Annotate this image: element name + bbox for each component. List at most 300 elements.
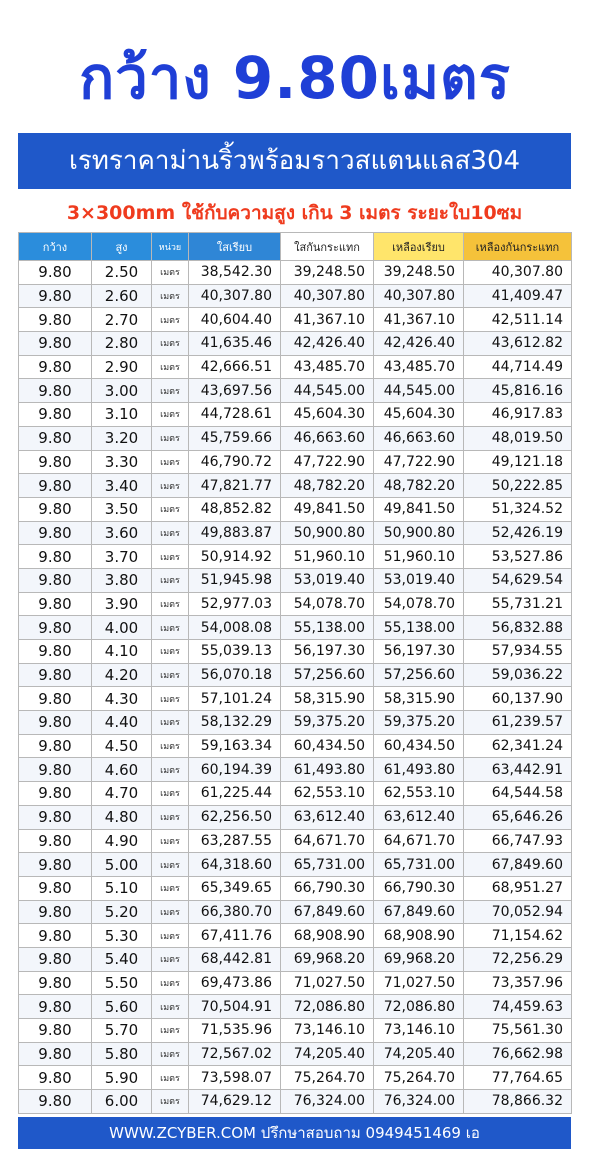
cell-clear-smooth: 58,132.29 [189, 711, 281, 735]
cell-unit: เมตร [152, 284, 189, 308]
cell-width: 9.80 [19, 568, 92, 592]
cell-clear-insect: 46,663.60 [281, 426, 374, 450]
table-row [19, 616, 572, 640]
cell-height: 4.30 [92, 687, 152, 711]
table-row [19, 924, 572, 948]
cell-yellow-smooth: 65,731.00 [374, 853, 464, 877]
cell-width: 9.80 [19, 805, 92, 829]
table-row [19, 758, 572, 782]
table-row [19, 403, 572, 427]
table-row [19, 521, 572, 545]
cell-clear-smooth: 47,821.77 [189, 474, 281, 498]
cell-yellow-smooth: 54,078.70 [374, 592, 464, 616]
cell-yellow-smooth: 47,722.90 [374, 450, 464, 474]
cell-height: 5.60 [92, 995, 152, 1019]
cell-clear-smooth: 57,101.24 [189, 687, 281, 711]
table-row [19, 426, 572, 450]
cell-width: 9.80 [19, 640, 92, 664]
cell-yellow-insect: 75,561.30 [464, 1019, 572, 1043]
cell-clear-insect: 65,731.00 [281, 853, 374, 877]
cell-yellow-insect: 71,154.62 [464, 924, 572, 948]
cell-width: 9.80 [19, 450, 92, 474]
cell-unit: เมตร [152, 711, 189, 735]
cell-yellow-insect: 56,832.88 [464, 616, 572, 640]
cell-height: 3.90 [92, 592, 152, 616]
cell-height: 4.10 [92, 640, 152, 664]
header-clear-smooth: ใสเรียบ [189, 233, 281, 261]
cell-clear-smooth: 41,635.46 [189, 332, 281, 356]
cell-yellow-smooth: 76,324.00 [374, 1090, 464, 1114]
cell-width: 9.80 [19, 308, 92, 332]
cell-clear-smooth: 46,790.72 [189, 450, 281, 474]
cell-unit: เมตร [152, 616, 189, 640]
cell-yellow-smooth: 39,248.50 [374, 261, 464, 285]
cell-clear-insect: 63,612.40 [281, 805, 374, 829]
table-row [19, 853, 572, 877]
table-row [19, 900, 572, 924]
cell-clear-smooth: 71,535.96 [189, 1019, 281, 1043]
cell-yellow-smooth: 74,205.40 [374, 1042, 464, 1066]
cell-width: 9.80 [19, 474, 92, 498]
cell-unit: เมตร [152, 568, 189, 592]
cell-clear-smooth: 63,287.55 [189, 829, 281, 853]
cell-yellow-insect: 59,036.22 [464, 663, 572, 687]
cell-clear-smooth: 50,914.92 [189, 545, 281, 569]
cell-clear-insect: 41,367.10 [281, 308, 374, 332]
cell-clear-insect: 43,485.70 [281, 355, 374, 379]
cell-unit: เมตร [152, 1019, 189, 1043]
table-row [19, 640, 572, 664]
cell-height: 4.00 [92, 616, 152, 640]
cell-yellow-smooth: 69,968.20 [374, 947, 464, 971]
cell-yellow-insect: 63,442.91 [464, 758, 572, 782]
cell-unit: เมตร [152, 403, 189, 427]
cell-clear-smooth: 60,194.39 [189, 758, 281, 782]
cell-unit: เมตร [152, 924, 189, 948]
table-row [19, 474, 572, 498]
cell-clear-insect: 67,849.60 [281, 900, 374, 924]
cell-unit: เมตร [152, 758, 189, 782]
cell-yellow-insect: 62,341.24 [464, 734, 572, 758]
cell-clear-insect: 45,604.30 [281, 403, 374, 427]
header-clear-insect: ใสกันกระแทก [281, 233, 374, 261]
cell-clear-insect: 47,722.90 [281, 450, 374, 474]
cell-clear-insect: 59,375.20 [281, 711, 374, 735]
cell-clear-smooth: 65,349.65 [189, 876, 281, 900]
cell-unit: เมตร [152, 876, 189, 900]
cell-unit: เมตร [152, 947, 189, 971]
cell-clear-smooth: 68,442.81 [189, 947, 281, 971]
cell-clear-insect: 76,324.00 [281, 1090, 374, 1114]
table-row [19, 1090, 572, 1114]
cell-height: 4.40 [92, 711, 152, 735]
cell-unit: เมตร [152, 1042, 189, 1066]
cell-width: 9.80 [19, 403, 92, 427]
cell-height: 3.70 [92, 545, 152, 569]
cell-clear-insect: 68,908.90 [281, 924, 374, 948]
table-body [19, 261, 572, 1114]
cell-yellow-insect: 74,459.63 [464, 995, 572, 1019]
cell-width: 9.80 [19, 758, 92, 782]
table-row [19, 876, 572, 900]
cell-unit: เมตร [152, 521, 189, 545]
table-header [19, 233, 572, 261]
cell-yellow-insect: 76,662.98 [464, 1042, 572, 1066]
cell-width: 9.80 [19, 1090, 92, 1114]
table-row [19, 971, 572, 995]
cell-unit: เมตร [152, 474, 189, 498]
header-width: กว้าง [19, 233, 92, 261]
cell-clear-smooth: 69,473.86 [189, 971, 281, 995]
cell-yellow-smooth: 56,197.30 [374, 640, 464, 664]
cell-width: 9.80 [19, 876, 92, 900]
cell-yellow-insect: 51,324.52 [464, 497, 572, 521]
cell-width: 9.80 [19, 545, 92, 569]
table-row [19, 450, 572, 474]
cell-width: 9.80 [19, 687, 92, 711]
cell-unit: เมตร [152, 971, 189, 995]
cell-height: 3.10 [92, 403, 152, 427]
cell-yellow-smooth: 59,375.20 [374, 711, 464, 735]
cell-yellow-smooth: 60,434.50 [374, 734, 464, 758]
table-row [19, 308, 572, 332]
cell-unit: เมตร [152, 687, 189, 711]
cell-yellow-insect: 42,511.14 [464, 308, 572, 332]
cell-yellow-smooth: 72,086.80 [374, 995, 464, 1019]
cell-clear-smooth: 49,883.87 [189, 521, 281, 545]
table-row [19, 687, 572, 711]
cell-height: 3.50 [92, 497, 152, 521]
table-row [19, 829, 572, 853]
cell-yellow-insect: 41,409.47 [464, 284, 572, 308]
cell-yellow-smooth: 50,900.80 [374, 521, 464, 545]
cell-unit: เมตร [152, 1090, 189, 1114]
cell-height: 5.50 [92, 971, 152, 995]
cell-yellow-insect: 64,544.58 [464, 782, 572, 806]
table-row [19, 1066, 572, 1090]
cell-height: 4.90 [92, 829, 152, 853]
cell-yellow-insect: 49,121.18 [464, 450, 572, 474]
cell-width: 9.80 [19, 995, 92, 1019]
table-row [19, 379, 572, 403]
table-row [19, 995, 572, 1019]
cell-yellow-smooth: 55,138.00 [374, 616, 464, 640]
header-height: สูง [92, 233, 152, 261]
table-row [19, 663, 572, 687]
cell-clear-smooth: 56,070.18 [189, 663, 281, 687]
cell-clear-insect: 66,790.30 [281, 876, 374, 900]
cell-yellow-insect: 53,527.86 [464, 545, 572, 569]
cell-clear-smooth: 55,039.13 [189, 640, 281, 664]
table-row [19, 947, 572, 971]
cell-clear-insect: 57,256.60 [281, 663, 374, 687]
cell-clear-insect: 56,197.30 [281, 640, 374, 664]
table-row [19, 284, 572, 308]
cell-yellow-smooth: 75,264.70 [374, 1066, 464, 1090]
cell-clear-smooth: 52,977.03 [189, 592, 281, 616]
cell-clear-smooth: 66,380.70 [189, 900, 281, 924]
cell-yellow-insect: 65,646.26 [464, 805, 572, 829]
cell-width: 9.80 [19, 379, 92, 403]
cell-height: 3.30 [92, 450, 152, 474]
cell-height: 3.60 [92, 521, 152, 545]
table-row [19, 568, 572, 592]
cell-yellow-smooth: 64,671.70 [374, 829, 464, 853]
table-row [19, 805, 572, 829]
cell-clear-smooth: 40,307.80 [189, 284, 281, 308]
cell-clear-smooth: 40,604.40 [189, 308, 281, 332]
cell-yellow-smooth: 57,256.60 [374, 663, 464, 687]
cell-clear-smooth: 43,697.56 [189, 379, 281, 403]
table-row [19, 355, 572, 379]
cell-yellow-smooth: 40,307.80 [374, 284, 464, 308]
cell-clear-insect: 61,493.80 [281, 758, 374, 782]
cell-clear-insect: 74,205.40 [281, 1042, 374, 1066]
cell-width: 9.80 [19, 900, 92, 924]
cell-unit: เมตร [152, 332, 189, 356]
cell-yellow-smooth: 68,908.90 [374, 924, 464, 948]
cell-height: 2.70 [92, 308, 152, 332]
cell-unit: เมตร [152, 426, 189, 450]
cell-unit: เมตร [152, 734, 189, 758]
cell-unit: เมตร [152, 900, 189, 924]
cell-height: 2.50 [92, 261, 152, 285]
cell-yellow-insect: 45,816.16 [464, 379, 572, 403]
cell-clear-smooth: 61,225.44 [189, 782, 281, 806]
cell-height: 4.50 [92, 734, 152, 758]
table-row [19, 1019, 572, 1043]
cell-yellow-insect: 60,137.90 [464, 687, 572, 711]
cell-clear-smooth: 59,163.34 [189, 734, 281, 758]
cell-unit: เมตร [152, 805, 189, 829]
cell-width: 9.80 [19, 1042, 92, 1066]
cell-yellow-insect: 78,866.32 [464, 1090, 572, 1114]
cell-yellow-insect: 57,934.55 [464, 640, 572, 664]
page-title: กว้าง 9.80เมตร [79, 44, 511, 112]
header-yellow-smooth: เหลืองเรียบ [374, 233, 464, 261]
table-row [19, 545, 572, 569]
cell-yellow-insect: 48,019.50 [464, 426, 572, 450]
cell-yellow-smooth: 42,426.40 [374, 332, 464, 356]
cell-width: 9.80 [19, 711, 92, 735]
cell-yellow-smooth: 67,849.60 [374, 900, 464, 924]
cell-unit: เมตร [152, 545, 189, 569]
cell-unit: เมตร [152, 640, 189, 664]
cell-height: 5.30 [92, 924, 152, 948]
cell-clear-smooth: 42,666.51 [189, 355, 281, 379]
price-table [18, 232, 572, 1114]
cell-height: 3.00 [92, 379, 152, 403]
cell-yellow-insect: 61,239.57 [464, 711, 572, 735]
cell-unit: เมตร [152, 308, 189, 332]
cell-clear-insect: 51,960.10 [281, 545, 374, 569]
cell-unit: เมตร [152, 1066, 189, 1090]
cell-clear-insect: 64,671.70 [281, 829, 374, 853]
cell-height: 5.70 [92, 1019, 152, 1043]
cell-unit: เมตร [152, 663, 189, 687]
cell-width: 9.80 [19, 971, 92, 995]
cell-yellow-insect: 73,357.96 [464, 971, 572, 995]
cell-height: 5.20 [92, 900, 152, 924]
cell-yellow-smooth: 61,493.80 [374, 758, 464, 782]
cell-yellow-insect: 72,256.29 [464, 947, 572, 971]
cell-unit: เมตร [152, 450, 189, 474]
cell-clear-insect: 62,553.10 [281, 782, 374, 806]
cell-yellow-smooth: 43,485.70 [374, 355, 464, 379]
cell-clear-insect: 71,027.50 [281, 971, 374, 995]
cell-yellow-insect: 54,629.54 [464, 568, 572, 592]
cell-clear-smooth: 51,945.98 [189, 568, 281, 592]
cell-clear-smooth: 64,318.60 [189, 853, 281, 877]
cell-clear-insect: 48,782.20 [281, 474, 374, 498]
cell-clear-insect: 40,307.80 [281, 284, 374, 308]
cell-clear-insect: 39,248.50 [281, 261, 374, 285]
table-row [19, 734, 572, 758]
cell-height: 5.80 [92, 1042, 152, 1066]
table-row [19, 332, 572, 356]
cell-height: 2.60 [92, 284, 152, 308]
cell-yellow-smooth: 48,782.20 [374, 474, 464, 498]
cell-unit: เมตร [152, 261, 189, 285]
cell-height: 4.20 [92, 663, 152, 687]
cell-unit: เมตร [152, 995, 189, 1019]
cell-clear-insect: 54,078.70 [281, 592, 374, 616]
spec-subtitle: 3×300mm ใช้กับความสูง เกิน 3 เมตร ระยะใบ10ซม [66, 202, 523, 224]
cell-width: 9.80 [19, 663, 92, 687]
cell-clear-insect: 60,434.50 [281, 734, 374, 758]
cell-width: 9.80 [19, 426, 92, 450]
cell-unit: เมตร [152, 592, 189, 616]
cell-yellow-insect: 44,714.49 [464, 355, 572, 379]
table-row [19, 1042, 572, 1066]
cell-width: 9.80 [19, 284, 92, 308]
cell-clear-smooth: 38,542.30 [189, 261, 281, 285]
cell-yellow-smooth: 49,841.50 [374, 497, 464, 521]
cell-yellow-insect: 52,426.19 [464, 521, 572, 545]
cell-clear-insect: 53,019.40 [281, 568, 374, 592]
table-row [19, 497, 572, 521]
cell-yellow-smooth: 58,315.90 [374, 687, 464, 711]
cell-yellow-insect: 46,917.83 [464, 403, 572, 427]
table-row [19, 592, 572, 616]
cell-height: 3.20 [92, 426, 152, 450]
cell-width: 9.80 [19, 734, 92, 758]
cell-height: 5.90 [92, 1066, 152, 1090]
cell-yellow-smooth: 71,027.50 [374, 971, 464, 995]
cell-yellow-insect: 55,731.21 [464, 592, 572, 616]
cell-unit: เมตร [152, 355, 189, 379]
cell-height: 4.80 [92, 805, 152, 829]
table-row [19, 711, 572, 735]
cell-height: 2.90 [92, 355, 152, 379]
cell-clear-insect: 73,146.10 [281, 1019, 374, 1043]
cell-width: 9.80 [19, 616, 92, 640]
cell-yellow-smooth: 62,553.10 [374, 782, 464, 806]
cell-yellow-smooth: 73,146.10 [374, 1019, 464, 1043]
cell-clear-smooth: 67,411.76 [189, 924, 281, 948]
cell-width: 9.80 [19, 924, 92, 948]
cell-width: 9.80 [19, 1019, 92, 1043]
table-row [19, 782, 572, 806]
cell-clear-smooth: 44,728.61 [189, 403, 281, 427]
cell-yellow-insect: 40,307.80 [464, 261, 572, 285]
cell-clear-smooth: 54,008.08 [189, 616, 281, 640]
cell-yellow-smooth: 45,604.30 [374, 403, 464, 427]
cell-clear-insect: 58,315.90 [281, 687, 374, 711]
cell-yellow-smooth: 63,612.40 [374, 805, 464, 829]
cell-yellow-insect: 50,222.85 [464, 474, 572, 498]
cell-width: 9.80 [19, 332, 92, 356]
cell-unit: เมตร [152, 782, 189, 806]
cell-yellow-smooth: 44,545.00 [374, 379, 464, 403]
cell-height: 5.00 [92, 853, 152, 877]
cell-width: 9.80 [19, 592, 92, 616]
cell-height: 3.80 [92, 568, 152, 592]
cell-clear-smooth: 48,852.82 [189, 497, 281, 521]
cell-clear-smooth: 72,567.02 [189, 1042, 281, 1066]
cell-unit: เมตร [152, 497, 189, 521]
cell-clear-smooth: 62,256.50 [189, 805, 281, 829]
cell-height: 5.10 [92, 876, 152, 900]
contact-footer: WWW.ZCYBER.COM ปรึกษาสอบถาม 0949451469 เอ [18, 1117, 571, 1149]
cell-yellow-insect: 77,764.65 [464, 1066, 572, 1090]
header-yellow-insect: เหลืองกันกระแทก [464, 233, 572, 261]
cell-clear-smooth: 45,759.66 [189, 426, 281, 450]
cell-height: 2.80 [92, 332, 152, 356]
cell-width: 9.80 [19, 829, 92, 853]
cell-height: 6.00 [92, 1090, 152, 1114]
price-banner: เรทราคาม่านริ้วพร้อมราวสแตนแลส304 [18, 133, 571, 189]
cell-yellow-smooth: 41,367.10 [374, 308, 464, 332]
cell-width: 9.80 [19, 947, 92, 971]
cell-height: 4.70 [92, 782, 152, 806]
table-row [19, 261, 572, 285]
cell-clear-insect: 44,545.00 [281, 379, 374, 403]
cell-yellow-insect: 66,747.93 [464, 829, 572, 853]
cell-width: 9.80 [19, 261, 92, 285]
cell-clear-smooth: 70,504.91 [189, 995, 281, 1019]
cell-unit: เมตร [152, 379, 189, 403]
cell-clear-insect: 55,138.00 [281, 616, 374, 640]
cell-height: 5.40 [92, 947, 152, 971]
cell-clear-insect: 49,841.50 [281, 497, 374, 521]
cell-width: 9.80 [19, 782, 92, 806]
cell-clear-insect: 50,900.80 [281, 521, 374, 545]
cell-width: 9.80 [19, 853, 92, 877]
cell-clear-smooth: 74,629.12 [189, 1090, 281, 1114]
cell-height: 3.40 [92, 474, 152, 498]
cell-clear-insect: 72,086.80 [281, 995, 374, 1019]
cell-height: 4.60 [92, 758, 152, 782]
cell-yellow-smooth: 66,790.30 [374, 876, 464, 900]
cell-yellow-insect: 70,052.94 [464, 900, 572, 924]
cell-clear-insect: 75,264.70 [281, 1066, 374, 1090]
header-unit: หน่วย [152, 233, 189, 261]
cell-clear-smooth: 73,598.07 [189, 1066, 281, 1090]
cell-yellow-insect: 67,849.60 [464, 853, 572, 877]
cell-width: 9.80 [19, 355, 92, 379]
cell-yellow-smooth: 53,019.40 [374, 568, 464, 592]
cell-width: 9.80 [19, 1066, 92, 1090]
cell-yellow-insect: 68,951.27 [464, 876, 572, 900]
cell-yellow-insect: 43,612.82 [464, 332, 572, 356]
cell-unit: เมตร [152, 829, 189, 853]
cell-width: 9.80 [19, 521, 92, 545]
cell-width: 9.80 [19, 497, 92, 521]
cell-yellow-smooth: 51,960.10 [374, 545, 464, 569]
cell-unit: เมตร [152, 853, 189, 877]
cell-yellow-smooth: 46,663.60 [374, 426, 464, 450]
